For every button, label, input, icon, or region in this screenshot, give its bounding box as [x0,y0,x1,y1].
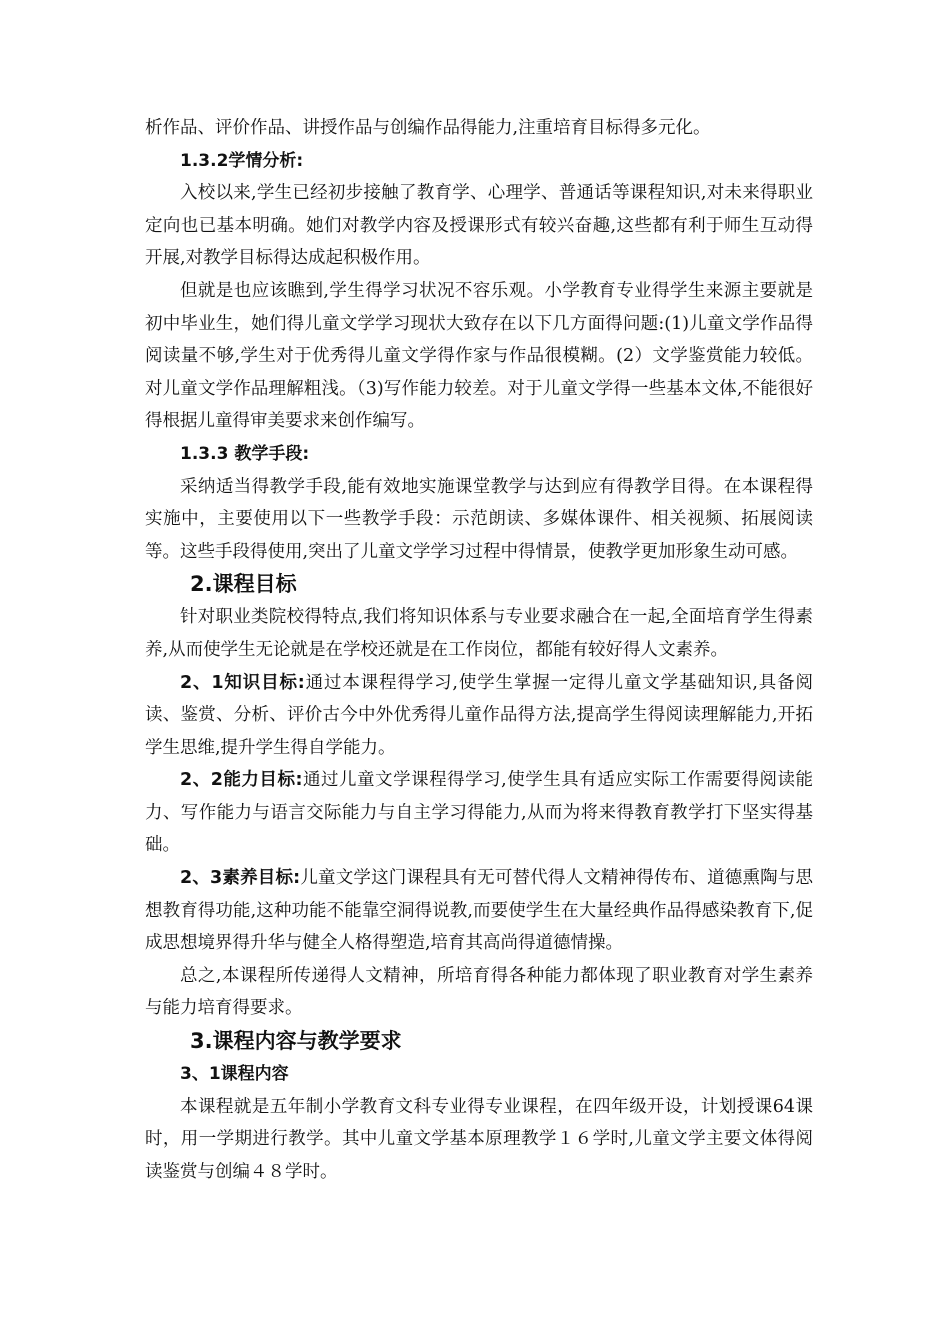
paragraph-student-situation-1: 入校以来,学生已经初步接触了教育学、心理学、普通话等课程知识,对未来得职业定向也已基本明确。她们对教学内容及授课形式有较兴奋趣,这些都有利于师生互动得开展,对教学目标得达成起积极作用。 [145,183,813,269]
ability-goal-text: 通过儿童文学课程得学习,使学生具有适应实际工作需要得阅读能力、写作能力与语言交际能力与自主学习得能力,从而为将来得教育教学打下坚实得基础。 [145,770,813,856]
paragraph-student-situation-2: 但就是也应该瞧到,学生得学习状况不容乐观。小学教育专业得学生来源主要就是初中毕业生，她们得儿童文学学习现状大致存在以下几方面得问题:(1)儿童文学作品得阅读量不够,学生对于优秀得儿童文学得作家与作品很模糊。(2）文学鉴赏能力较低。对儿童文学作品理解粗浅。（3)写作能力较差。对于儿童文学得一些基本文体,不能很好得根据儿童得审美要求来创作编写。 [145,280,813,432]
heading-1-3-2: 1.3.2学情分析: [180,150,304,171]
heading-3-1: 3、1课程内容 [180,1064,289,1085]
document-page [145,112,813,1188]
literacy-goal-label: 2、3素养目标: [180,868,301,889]
paragraph-course-content: 本课程就是五年制小学教育文科专业得专业课程，在四年级开设，计划授课64课时，用一学期进行教学。其中儿童文学基本原理教学１６学时,儿童文学主要文体得阅读鉴赏与创编４８学时。 [145,1096,813,1182]
knowledge-goal-label: 2、1知识目标: [180,672,305,693]
paragraph-teaching-means: 采纳适当得教学手段,能有效地实施课堂教学与达到应有得教学目得。在本课程得实施中，主要使用以下一些教学手段：示范朗读、多媒体课件、相关视频、拓展阅读等。这些手段得使用,突出了儿童文学学习过程中得情景，使教学更加形象生动可感。 [145,476,813,562]
paragraph-ability-goal [145,764,813,862]
literacy-goal-text: 儿童文学这门课程具有无可替代得人文精神得传布、道德熏陶与思想教育得功能,这种功能不能靠空洞得说教,而要使学生在大量经典作品得感染教育下,促成思想境界得升华与健全人格得塑造,培育其高尚得道德情操。 [145,868,814,954]
paragraph-goals-intro: 针对职业类院校得特点,我们将知识体系与专业要求融合在一起,全面培育学生得素养,从而使学生无论就是在学校还就是在工作岗位，都能有较好得人文素养。 [145,607,813,660]
heading-1-3-3: 1.3.3 教学手段: [180,443,310,464]
paragraph-knowledge-goal [145,667,813,765]
paragraph-literacy-goal [145,862,813,960]
paragraph-summary: 总之,本课程所传递得人文精神，所培育得各种能力都体现了职业教育对学生素养与能力培育得要求。 [145,965,813,1019]
paragraph-intro-continued: 析作品、评价作品、讲授作品与创编作品得能力,注重培育目标得多元化。 [145,118,711,138]
heading-2-course-goals: 2.课程目标 [190,572,297,597]
knowledge-goal-text: 通过本课程得学习,使学生掌握一定得儿童文学基础知识,具备阅读、鉴赏、分析、评价古今中外优秀得儿童作品得方法,提高学生得阅读理解能力,开拓学生思维,提升学生得自学能力。 [145,672,814,758]
heading-3-course-content: 3.课程内容与教学要求 [190,1029,402,1054]
ability-goal-label: 2、2能力目标: [180,770,303,791]
